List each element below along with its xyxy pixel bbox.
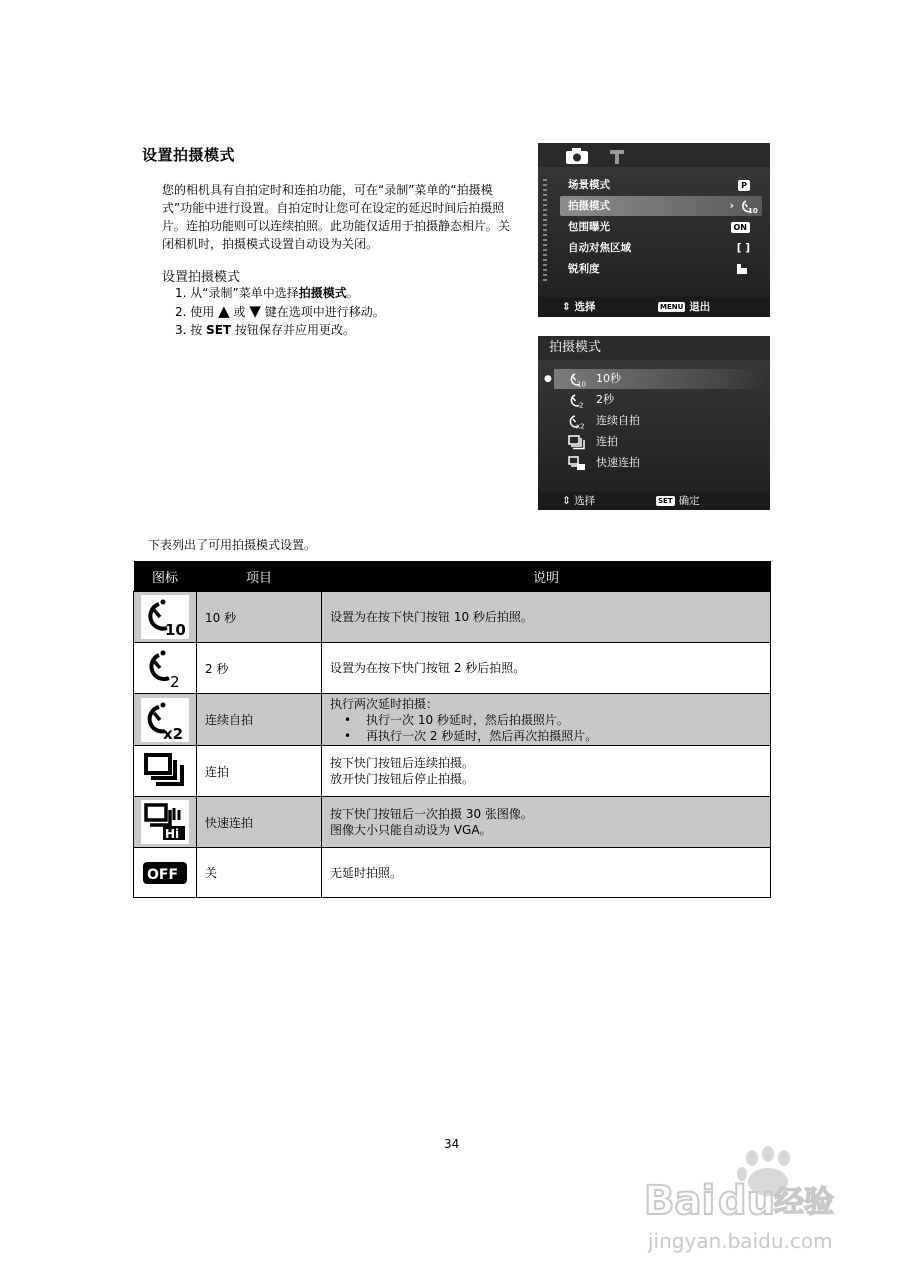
step-text: 键在选项中进行移动。 bbox=[264, 305, 385, 319]
svg-text:2: 2 bbox=[579, 401, 584, 410]
col-header-item: 项目 bbox=[197, 561, 322, 592]
description-cell bbox=[322, 848, 771, 898]
option-10s[interactable] bbox=[544, 369, 766, 389]
program-mode-badge: P bbox=[738, 180, 750, 191]
table-header-row bbox=[134, 561, 771, 592]
table-row bbox=[134, 746, 771, 797]
footer-ok bbox=[656, 492, 700, 510]
af-area-icon: [ ] bbox=[736, 242, 750, 254]
option-high-speed[interactable] bbox=[554, 453, 766, 473]
step-1 bbox=[175, 284, 385, 302]
step-3 bbox=[175, 321, 385, 339]
description-line: 按下快门按钮后连续拍摄。 bbox=[330, 756, 475, 770]
item-cell: 10 秒 bbox=[197, 592, 322, 643]
svg-text:x2: x2 bbox=[576, 422, 585, 431]
footer-select: ⇕ 选择 bbox=[562, 495, 596, 507]
option-label: 10秒 bbox=[596, 372, 621, 385]
set-key-icon: SET bbox=[658, 497, 673, 505]
menu-item-af-area[interactable] bbox=[560, 238, 762, 258]
menu-tab-bar bbox=[538, 143, 770, 167]
svg-text:10: 10 bbox=[165, 621, 186, 639]
up-arrow-icon: ▲ bbox=[218, 302, 230, 320]
description-line: 设置为在按下快门按钮 10 秒后拍照。 bbox=[330, 610, 533, 624]
option-double-timer[interactable] bbox=[554, 411, 766, 431]
icon-cell bbox=[134, 592, 197, 643]
item-cell: 关 bbox=[197, 848, 322, 898]
self-timer-10s-icon bbox=[740, 198, 756, 214]
description-line: 按下快门按钮后一次拍摄 30 张图像。 bbox=[330, 807, 533, 821]
description-line: 设置为在按下快门按钮 2 秒后拍照。 bbox=[330, 661, 526, 675]
self-timer-2s-icon bbox=[568, 392, 586, 408]
capture-mode-table bbox=[133, 561, 771, 898]
option-continuous[interactable] bbox=[554, 432, 766, 452]
menu-item-label: 拍摄模式 bbox=[568, 200, 610, 212]
description-cell bbox=[322, 643, 771, 694]
menu-item-label: 场景模式 bbox=[568, 179, 610, 191]
table-row bbox=[134, 643, 771, 694]
option-label: 连续自拍 bbox=[596, 414, 640, 427]
menu-item-label: 包围曝光 bbox=[568, 221, 610, 233]
table-row bbox=[134, 848, 771, 898]
icon-cell bbox=[134, 797, 197, 848]
col-header-icon: 图标 bbox=[134, 561, 197, 592]
description-bullet: • 再执行一次 2 秒延时，然后再次拍摄照片。 bbox=[344, 728, 598, 743]
high-speed-burst-icon bbox=[568, 455, 586, 471]
step-text: 1. 从“录制”菜单中选择 bbox=[175, 286, 299, 300]
double-self-timer-icon bbox=[568, 413, 586, 429]
footer-exit bbox=[658, 297, 710, 317]
item-cell: 连续自拍 bbox=[197, 694, 322, 746]
footer-select: ⇕ 选择 bbox=[562, 301, 596, 313]
menu-item-bracketing[interactable] bbox=[560, 217, 762, 237]
footer-select-label: 选择 bbox=[574, 495, 596, 507]
high-speed-burst-icon bbox=[141, 800, 189, 844]
icon-cell bbox=[134, 746, 197, 797]
description-cell bbox=[322, 746, 771, 797]
camera-tab-icon bbox=[564, 146, 590, 166]
footer-select-label: 选择 bbox=[574, 301, 596, 313]
svg-text:Bai: Bai bbox=[644, 1178, 716, 1224]
svg-text:du: du bbox=[718, 1178, 776, 1224]
col-header-description: 说明 bbox=[322, 561, 771, 592]
continuous-shot-icon bbox=[141, 749, 189, 793]
description-bullet: • 执行一次 10 秒延时，然后拍摄照片。 bbox=[344, 712, 569, 727]
step-text: 。 bbox=[346, 286, 359, 300]
section-title: 设置拍摄模式 bbox=[142, 146, 236, 164]
selected-dot-icon: ● bbox=[544, 374, 552, 384]
page-number: 34 bbox=[444, 1137, 460, 1151]
table-intro: 下表列出了可用拍摄模式设置。 bbox=[148, 538, 317, 552]
footer-ok-label: 确定 bbox=[678, 495, 700, 507]
steps-title: 设置拍摄模式 bbox=[162, 270, 241, 285]
down-arrow-icon: ▼ bbox=[249, 302, 261, 320]
step-bold: SET bbox=[206, 323, 232, 337]
description-cell bbox=[322, 694, 771, 746]
svg-text:Hi: Hi bbox=[165, 827, 180, 841]
icon-cell bbox=[134, 848, 197, 898]
svg-text:jingyan.baidu.com: jingyan.baidu.com bbox=[648, 1229, 833, 1253]
icon-cell bbox=[134, 694, 197, 746]
step-text: 2. 使用 bbox=[175, 305, 215, 319]
on-badge: ON bbox=[731, 222, 751, 233]
item-cell: 2 秒 bbox=[197, 643, 322, 694]
self-timer-2s-icon bbox=[141, 646, 189, 690]
submenu-header bbox=[538, 336, 770, 360]
step-2 bbox=[175, 302, 385, 321]
step-text: 3. 按 bbox=[175, 323, 203, 337]
menu-item-label: 锐利度 bbox=[568, 263, 600, 275]
steps-list bbox=[175, 284, 385, 339]
step-text: 或 bbox=[233, 305, 246, 319]
table-row bbox=[134, 592, 771, 643]
camera-record-menu-screenshot bbox=[538, 143, 770, 317]
setup-tab-icon bbox=[608, 146, 626, 166]
sharpness-icon bbox=[736, 263, 748, 275]
description-cell bbox=[322, 797, 771, 848]
submenu-title: 拍摄模式 bbox=[549, 340, 602, 355]
continuous-shot-icon bbox=[568, 434, 586, 450]
scroll-indicator bbox=[543, 179, 547, 283]
menu-item-label: 自动对焦区域 bbox=[568, 242, 631, 254]
option-label: 2秒 bbox=[596, 393, 614, 406]
option-2s[interactable] bbox=[554, 390, 766, 410]
menu-item-capture-mode[interactable] bbox=[560, 196, 762, 216]
baidu-jingyan-watermark bbox=[634, 1142, 864, 1270]
icon-cell bbox=[134, 643, 197, 694]
description-line: 图像大小只能自动设为 VGA。 bbox=[330, 823, 492, 837]
svg-text:OFF: OFF bbox=[147, 866, 179, 883]
bullet-text: 执行一次 10 秒延时，然后拍摄照片。 bbox=[366, 712, 569, 727]
submenu-footer bbox=[538, 492, 770, 510]
svg-text:x2: x2 bbox=[163, 724, 184, 743]
description-line: 放开快门按钮后停止拍摄。 bbox=[330, 772, 475, 786]
footer-exit-label: 退出 bbox=[689, 301, 711, 313]
table-row bbox=[134, 797, 771, 848]
menu-footer bbox=[538, 297, 770, 317]
table-row bbox=[134, 694, 771, 746]
svg-text:2: 2 bbox=[170, 673, 180, 691]
menu-key-icon: MENU bbox=[660, 303, 684, 311]
description-line: 无延时拍照。 bbox=[330, 865, 403, 880]
intro-paragraph: 您的相机具有自拍定时和连拍功能，可在“录制”菜单的“拍摄模式”功能中进行设置。自拍定时让您可在设定的延迟时间后拍摄照片。连拍功能则可以连续拍照。此功能仅适用于拍摄静态相片。关闭相机时，拍摄模式设置自动设为关闭。 bbox=[162, 183, 511, 251]
item-cell: 快速连拍 bbox=[197, 797, 322, 848]
camera-capture-mode-screenshot bbox=[538, 336, 770, 510]
item-cell: 连拍 bbox=[197, 746, 322, 797]
self-timer-10s-icon bbox=[568, 371, 586, 387]
menu-item-sharpness[interactable] bbox=[560, 259, 762, 279]
bullet-text: 再执行一次 2 秒延时，然后再次拍摄照片。 bbox=[366, 728, 598, 743]
chevron-right-icon: › bbox=[729, 200, 734, 212]
description-cell bbox=[322, 592, 771, 643]
option-label: 连拍 bbox=[596, 435, 618, 448]
description-line: 执行两次延时拍摄： bbox=[330, 696, 439, 711]
svg-text:经验: 经验 bbox=[774, 1185, 834, 1220]
option-label: 快速连拍 bbox=[596, 456, 640, 469]
double-self-timer-icon bbox=[141, 698, 189, 742]
svg-text:10: 10 bbox=[748, 207, 758, 215]
off-icon bbox=[141, 851, 189, 895]
svg-text:10: 10 bbox=[577, 380, 586, 389]
step-text: 按钮保存并应用更改。 bbox=[234, 323, 355, 337]
menu-item-scene-mode[interactable] bbox=[560, 175, 762, 195]
self-timer-10s-icon bbox=[141, 595, 189, 639]
step-bold: 拍摄模式 bbox=[298, 286, 347, 300]
